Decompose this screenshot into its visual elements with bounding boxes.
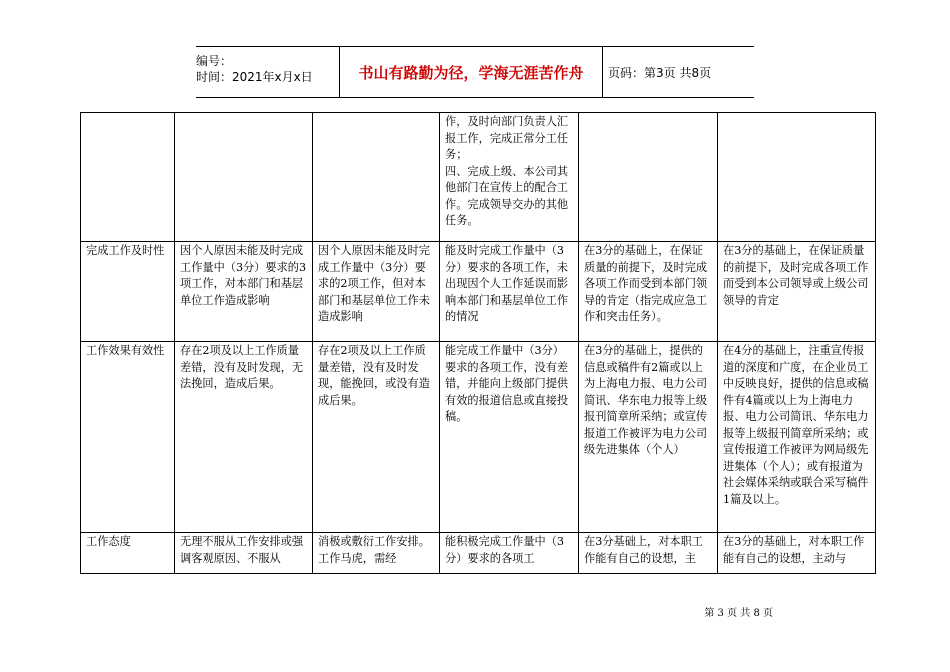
table-cell: 存在2项及以上工作质量差错，没有及时发现，能挽回，或没有造成后果。 (313, 342, 440, 533)
table-cell: 作，及时向部门负责人汇报工作，完成正常分工任务； 四、完成上级、本公司其他部门在宣传上的配合工作。完成领导交办的其他任务。 (440, 113, 579, 242)
table-cell (175, 113, 313, 242)
evaluation-table (80, 112, 876, 574)
table-cell (579, 113, 718, 242)
table-cell: 无理不服从工作安排或强调客观原因、不服从 (175, 533, 313, 574)
table-cell: 在4分的基础上，注重宣传报道的深度和广度，在企业员工中反映良好，提供的信息或稿件有4篇或以上为上海电力报、电力公司简讯、华东电力报等上级报刊简章所采纳；或宣传报道工作被评为网局级先进集体（个人）；或有报道为社会媒体采纳或联合采写稿件1篇及以上。 (718, 342, 876, 533)
table-cell: 消极或敷衍工作安排。工作马虎，需经 (313, 533, 440, 574)
time-label: 时间：2021年x月x日 (196, 70, 313, 84)
row-header-cell: 工作态度 (81, 533, 175, 574)
row-header-cell: 完成工作及时性 (81, 242, 175, 342)
header-motto: 书山有路勤为径，学海无涯苦作舟 (340, 47, 603, 97)
header-meta (196, 47, 340, 97)
table-cell: 因个人原因未能及时完成工作量中（3分）要求的3项工作，对本部门和基层单位工作造成影响 (175, 242, 313, 342)
header-page-code: 页码：第3页 共8页 (608, 65, 712, 80)
row-header-cell (81, 113, 175, 242)
table-cell: 能及时完成工作量中（3分）要求的各项工作，未出现因个人工作延误而影响本部门和基层单位工作的情况 (440, 242, 579, 342)
table-row (81, 113, 876, 242)
table-cell (313, 113, 440, 242)
table-cell: 在3分的基础上，提供的信息或稿件有2篇或以上为上海电力报、电力公司简讯、华东电力报等上级报刊简章所采纳；或宣传报道工作被评为电力公司级先进集体（个人） (579, 342, 718, 533)
table-cell: 能完成工作量中（3分）要求的各项工作，没有差错，并能向上级部门提供有效的报道信息或直接投稿。 (440, 342, 579, 533)
table-cell: 在3分基础上，对本职工作能有自己的设想，主 (579, 533, 718, 574)
table-cell (718, 113, 876, 242)
page-header (196, 46, 754, 98)
table-cell: 因个人原因未能及时完成工作量中（3分）要求的2项工作，但对本部门和基层单位工作未造成影响 (313, 242, 440, 342)
table-cell: 在3分的基础上，在保证质量的前提下，及时完成各项工作而受到本部门领导的肯定（指完成应急工作和突击任务）。 (579, 242, 718, 342)
table-cell: 能积极完成工作量中（3分）要求的各项工 (440, 533, 579, 574)
table-row (81, 342, 876, 533)
table-row (81, 533, 876, 574)
page-footer: 第 3 页 共 8 页 (704, 608, 773, 619)
table-cell: 在3分的基础上，在保证质量的前提下，及时完成各项工作而受到本公司领导或上级公司领导的肯定 (718, 242, 876, 342)
table-row (81, 242, 876, 342)
table-cell: 在3分的基础上，对本职工作能有自己的设想，主动与 (718, 533, 876, 574)
row-header-cell: 工作效果有效性 (81, 342, 175, 533)
number-label: 编号： (196, 54, 233, 68)
table-cell: 存在2项及以上工作质量差错，没有及时发现，无法挽回，造成后果。 (175, 342, 313, 533)
